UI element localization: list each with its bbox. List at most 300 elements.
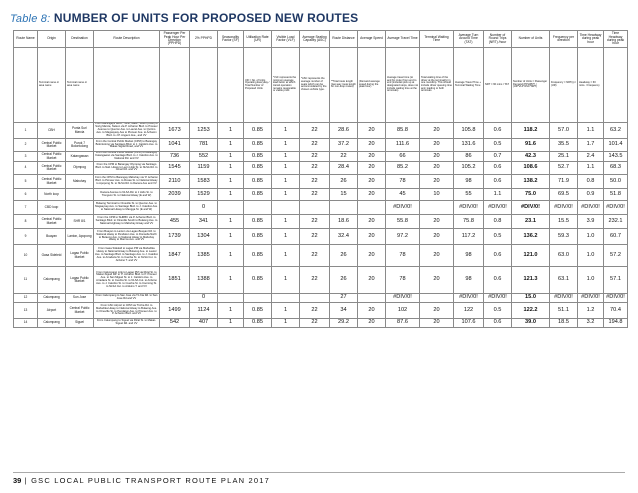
cell-ur: 0.85 (244, 152, 272, 162)
cell-units: #DIV/0! (512, 201, 550, 215)
cell-desc: From the Central Public Market (CPM) to Barangay Bolontolong via Santiago Blvd. to J. Catolico Ave. to Makar-Siguel Road, and VV (94, 139, 160, 152)
cell-asc: 22 (300, 245, 330, 267)
cell-hw2: 194.8 (604, 319, 628, 328)
cell-no: 4 (14, 162, 38, 175)
cell-dest: Lagao Public Market (66, 245, 94, 267)
cell-origin: CBD loop (38, 201, 66, 215)
cell-freq: 51.1 (550, 303, 578, 319)
sub-waiting: Total waiting time of the driver at the terminal(s) in one roundtrip. This should include driver queuing time and, loading or both terminals (420, 48, 454, 123)
cell-pphpd: 2110 (160, 175, 190, 189)
cell-speed: 20 (358, 303, 386, 319)
cell-freq: 25.1 (550, 152, 578, 162)
cell-dest: Lanton, Apopong (66, 229, 94, 245)
cell-hw1: 2.4 (578, 152, 604, 162)
table-row (14, 201, 628, 215)
cell-freq: 63.0 (550, 245, 578, 267)
table-row (14, 229, 628, 245)
cell-ur (244, 294, 272, 303)
cell-ur: 0.85 (244, 162, 272, 175)
cell-hw1: 1.0 (578, 267, 604, 294)
cell-hw1: #DIV/0! (578, 294, 604, 303)
header-cell: Utilization Rate (UR) (244, 31, 272, 48)
sub-vlf: *VLF represents the minimum average load factor at which transit operation remains reasonable or viable profit (272, 48, 300, 123)
cell-sf (218, 294, 244, 303)
table-row (14, 175, 628, 189)
table-row (14, 294, 628, 303)
table-title (10, 11, 358, 25)
cell-sf: 1 (218, 245, 244, 267)
cell-pphpd: 455 (160, 215, 190, 229)
cell-p2: 552 (190, 152, 218, 162)
cell-nrt: 0.6 (484, 123, 512, 139)
cell-speed: 20 (358, 162, 386, 175)
cell-freq: 52.7 (550, 162, 578, 175)
header-cell: Number of Units (512, 31, 550, 48)
cell-vlf: 1 (272, 139, 300, 152)
cell-vlf: 1 (272, 189, 300, 201)
cell-hw1: 1.1 (578, 123, 604, 139)
footer-separator: | (24, 476, 28, 485)
cell-hw1: 3.2 (578, 319, 604, 328)
cell-sf (218, 201, 244, 215)
header-cell: Average Speed (358, 31, 386, 48)
cell-origin: Central Public Market (38, 139, 66, 152)
cell-speed: 20 (358, 267, 386, 294)
cell-ur: 0.85 (244, 175, 272, 189)
cell-desc: From Buayan to Lanton via Lagao-Buayan Rd. to National Hiway to Pendatun Ave. to Donsella North to Bulaong Ave. to National Hiway to Mabuhay Hiway to Marcos Ave. and VV (94, 229, 160, 245)
cell-desc: From the Central Public Market (CPM) to Barangay Katangawan via Santiago Blvd. to J. Catolico Ave. to National Rd. and VV (95, 151, 158, 160)
cell-asc: 22 (300, 303, 330, 319)
sub-units: Number of Units = Passenger Demand (PPHPD*) / (UR*VLF*ASC*NRT) (512, 48, 550, 123)
cell-tat: 98 (454, 175, 484, 189)
cell-travel: 85.8 (386, 123, 420, 139)
table-row (14, 139, 628, 152)
cell-wait: 20 (420, 123, 454, 139)
cell-no: 11 (14, 267, 38, 294)
cell-sf: 1 (218, 215, 244, 229)
cell-desc: Bulaong Terminal to Oineville St. to Quezon Ave. to Magsaysay Ave. to Santiago Blvd. to J. Catolico Ave. to National Hiway to Mangga St. (E and W) (94, 201, 160, 215)
sub-route (14, 48, 38, 123)
cell-units: 121.3 (512, 267, 550, 294)
cell-dist: 28.4 (330, 162, 358, 175)
header-cell: Average Turn Around Time (TAT) (454, 31, 484, 48)
sub-distance: **Total route length (two-way route length for non-loop routes) (330, 48, 358, 123)
table-row (14, 123, 628, 139)
cell-nrt: 0.7 (484, 152, 512, 162)
cell-vlf: 1 (272, 319, 300, 328)
cell-dist: 26 (330, 175, 358, 189)
cell-nrt: 0.6 (484, 319, 512, 328)
cell-pphpd: 542 (160, 319, 190, 328)
cell-dest: Siguel (66, 319, 94, 328)
cell-hw2: 68.3 (604, 162, 628, 175)
cell-dist: 34 (330, 303, 358, 319)
page-footer (13, 476, 270, 485)
header-cell: Visible Load Factor (VLF) (272, 31, 300, 48)
table-body (14, 123, 628, 328)
cell-pphpd: 1739 (160, 229, 190, 245)
cell-wait (420, 201, 454, 215)
cell-wait: 20 (420, 175, 454, 189)
cell-tat: 131.6 (454, 139, 484, 152)
cell-asc: 22 (300, 319, 330, 328)
cell-asc: 22 (300, 152, 330, 162)
cell-speed (358, 201, 386, 215)
cell-nrt: #DIV/0! (484, 294, 512, 303)
sub-sf (218, 48, 244, 123)
cell-origin: CBH (38, 123, 66, 139)
cell-tat: 98 (454, 245, 484, 267)
cell-nrt: 0.5 (484, 139, 512, 152)
cell-dist: 32.4 (330, 229, 358, 245)
cell-vlf: 1 (272, 152, 300, 162)
cell-units: 91.6 (512, 139, 550, 152)
cell-asc: 22 (300, 215, 330, 229)
cell-speed: 20 (358, 319, 386, 328)
cell-units: 23.1 (512, 215, 550, 229)
cell-nrt: 0.5 (484, 303, 512, 319)
cell-hw1: 1.0 (578, 229, 604, 245)
cell-dest: Katangawan (66, 152, 94, 162)
header-cell: Seasonality Factor (SF) (218, 31, 244, 48)
table-row (14, 267, 628, 294)
cell-pphpd: 1545 (160, 162, 190, 175)
cell-origin: Central Public Market (38, 152, 66, 162)
cell-hw1: 0.8 (578, 175, 604, 189)
cell-hw2: #DIV/0! (604, 294, 628, 303)
cell-no: 6 (14, 189, 38, 201)
cell-p2: 1388 (190, 267, 218, 294)
cell-travel: 78 (386, 175, 420, 189)
cell-ur: 0.85 (244, 319, 272, 328)
cell-dist: 15 (330, 189, 358, 201)
cell-hw2: 101.4 (604, 139, 628, 152)
sub-nrt: NRT = 60 mins / TAT (484, 48, 512, 123)
sub-destination: Terminal name or area name (66, 48, 94, 123)
cell-dest: Punta Sur/ Marcia (66, 123, 94, 139)
cell-sf: 1 (218, 152, 244, 162)
cell-travel: 66 (386, 152, 420, 162)
cell-desc: From Calumpang to San Jose via Tri-Kia Rd. to San Jose Rd and VV (94, 294, 160, 303)
cell-desc: From Barangays Bulhi, Tunsi, Wasi-, South (CBD) to Sorig Marcia, Nelson via P. Acharon Blvd. to Pioneer Avenue to Quezon Ave. to Laurel Ave. to Quirino Ave. to Magsaysay Ave to Pioneer Ave. to Acharon Blvd. to J.P. Angeco Ave., and VV (95, 122, 158, 137)
cell-no: 7 (14, 201, 38, 215)
cell-no: 10 (14, 245, 38, 267)
cell-nrt: 0.6 (484, 245, 512, 267)
cell-freq: 18.5 (550, 319, 578, 328)
cell-vlf: 1 (272, 123, 300, 139)
cell-hw2: 57.2 (604, 245, 628, 267)
cell-tat: 122 (454, 303, 484, 319)
cell-asc: 22 (300, 175, 330, 189)
cell-travel: 45 (386, 189, 420, 201)
cell-sf: 1 (218, 162, 244, 175)
cell-wait (420, 294, 454, 303)
header-cell: Terminal Waiting Time (420, 31, 454, 48)
cell-nrt: 0.6 (484, 175, 512, 189)
cell-ur: 0.85 (244, 215, 272, 229)
cell-tat: #DIV/0! (454, 201, 484, 215)
table-row (14, 189, 628, 201)
table-row (14, 215, 628, 229)
cell-travel: 111.6 (386, 139, 420, 152)
cell-hw1: 1.0 (578, 245, 604, 267)
cell-speed: 20 (358, 245, 386, 267)
header-cell: Number of Round Trips (NRT) /hour (484, 31, 512, 48)
cell-origin: Calumpang (38, 294, 66, 303)
cell-hw2: 50.0 (604, 175, 628, 189)
cell-origin: Calumpang (38, 267, 66, 294)
cell-hw1: 1.2 (578, 303, 604, 319)
cell-desc: From Calumpang to Siguel via Rizal St. to Makar-Siguel Rd. and VV (94, 319, 160, 328)
cell-pphpd: 736 (160, 152, 190, 162)
cell-no: 1 (14, 123, 38, 139)
cell-sf: 1 (218, 175, 244, 189)
cell-units: 118.2 (512, 123, 550, 139)
table-heading: NUMBER OF UNITS FOR PROPOSED NEW ROUTES (53, 11, 359, 25)
cell-freq: #DIV/0! (550, 294, 578, 303)
cell-ur: 0.85 (244, 267, 272, 294)
cell-vlf: 1 (272, 245, 300, 267)
cell-p2: 1583 (190, 175, 218, 189)
cell-desc: From GSC Airport to CPM via Tri-Kia Rd. to Maharlika Hiway to National Hiway to Bulaong Ave. to Oineville St. to Pendatun Ave. to Pioneer Ave. to P. Acharon Blvd. and VV (94, 303, 160, 319)
cell-no: 14 (14, 319, 38, 328)
footer-text: GSC LOCAL PUBLIC TRANSPORT ROUTE PLAN 2017 (31, 476, 271, 485)
cell-p2: 341 (190, 215, 218, 229)
sub-tat: Average Travel Time + Terminal Waiting Time (454, 48, 484, 123)
cell-dest: Mabuhay (66, 175, 94, 189)
header-cell: Destination (66, 31, 94, 48)
cell-vlf (272, 201, 300, 215)
cell-no: 2 (14, 139, 38, 152)
cell-desc: From the CPM to Barangay Olympog via Santiago Blvd. to Natl. Hiway to Leon Llido St. to NLSA Rd. to Conel Rd. and VV (94, 162, 160, 175)
cell-sf: 1 (218, 229, 244, 245)
cell-units: 75.0 (512, 189, 550, 201)
cell-tat: 86 (454, 152, 484, 162)
cell-origin: Central Public Market (38, 162, 66, 175)
cell-origin: Central Public Market (38, 175, 66, 189)
cell-dist: 29.2 (330, 319, 358, 328)
cell-hw1: 0.9 (578, 189, 604, 201)
cell-tat: 75.8 (454, 215, 484, 229)
cell-sf: 1 (218, 123, 244, 139)
cell-p2: 781 (190, 139, 218, 152)
sub-2pct (190, 48, 218, 123)
cell-hw1: 1.1 (578, 162, 604, 175)
cell-pphpd: 1851 (160, 267, 190, 294)
cell-asc: 22 (300, 189, 330, 201)
sub-origin: Terminal name or area name (38, 48, 66, 123)
cell-asc: 22 (300, 123, 330, 139)
routes-table (13, 30, 628, 328)
sub-asc: *ASC represents the average number of seats which can be accommodated by the chosen vehicle type. (300, 48, 330, 123)
cell-origin: North loop (38, 189, 66, 201)
cell-vlf: 1 (272, 267, 300, 294)
cell-units: 121.0 (512, 245, 550, 267)
cell-no: 9 (14, 229, 38, 245)
cell-dist: 18.6 (330, 215, 358, 229)
header-cell: Route Distance (330, 31, 358, 48)
cell-dest (66, 201, 94, 215)
cell-hw2: 57.1 (604, 267, 628, 294)
cell-units: 122.2 (512, 303, 550, 319)
cell-dist: 37.2 (330, 139, 358, 152)
cell-nrt: 1.1 (484, 189, 512, 201)
cell-tat: 117.2 (454, 229, 484, 245)
cell-wait: 20 (420, 229, 454, 245)
cell-asc: 22 (300, 267, 330, 294)
header-cell: Average Travel Time (386, 31, 420, 48)
cell-pphpd (160, 201, 190, 215)
cell-desc: From Gasa Sideleid to Lagao PM via Maharlika Hiway to National Hiway to Bulaong Ave. to Laurel Ave. to Santiago Blvd. to Santiago Ave. to J. Catolico Ave. to Arradaza St. to Cuerba St. to NLSA Cut. to Arduino T. and VV (94, 245, 160, 267)
cell-dest (66, 189, 94, 201)
table-row (14, 152, 628, 162)
cell-units: 39.0 (512, 319, 550, 328)
header-cell: Passenger Per Peak Hour Per Direction (PPHPD) (160, 31, 190, 48)
cell-units: 138.2 (512, 175, 550, 189)
cell-p2: 1159 (190, 162, 218, 175)
cell-origin: Airport (38, 303, 66, 319)
header-cell: Time Headway during peak hour (578, 31, 604, 48)
header-cell: Route Description (94, 31, 160, 48)
header-cell: Average Seating Capacity (ASC) (300, 31, 330, 48)
cell-p2: 1529 (190, 189, 218, 201)
cell-no: 5 (14, 175, 38, 189)
cell-vlf: 1 (272, 175, 300, 189)
cell-p2: 1304 (190, 229, 218, 245)
cell-origin: Buayan (38, 229, 66, 245)
header-row (14, 31, 628, 48)
cell-ur: 0.85 (244, 189, 272, 201)
cell-units: 136.2 (512, 229, 550, 245)
cell-dest: Purok 7 Bolontolong (66, 139, 94, 152)
cell-freq: 59.3 (550, 229, 578, 245)
subheader-row (14, 48, 628, 123)
cell-wait: 20 (420, 267, 454, 294)
cell-freq: 57.0 (550, 123, 578, 139)
sub-travel: Average travel time (to and fro route) from end to end (includes pick up at designated stops, does not include waiting time at the terminals) (386, 48, 420, 123)
cell-speed: 20 (358, 229, 386, 245)
cell-nrt: 0.8 (484, 215, 512, 229)
cell-hw2: 60.7 (604, 229, 628, 245)
cell-no: 8 (14, 215, 38, 229)
cell-p2: 407 (190, 319, 218, 328)
cell-speed: 20 (358, 152, 386, 162)
cell-dist: 22 (330, 152, 358, 162)
cell-tat: #DIV/0! (454, 294, 484, 303)
cell-dist: 26 (330, 245, 358, 267)
cell-hw1: #DIV/0! (578, 201, 604, 215)
cell-desc: Dacera Avenue to NLSA Rd. to J Llido St. to Tiongson St. to National Hiway (E and W) (94, 189, 160, 201)
cell-units: 108.6 (512, 162, 550, 175)
cell-no: 3 (14, 152, 38, 162)
cell-hw2: 143.5 (604, 152, 628, 162)
cell-dest: SHR 8/1 (66, 215, 94, 229)
cell-asc: 22 (300, 229, 330, 245)
cell-hw2: 51.8 (604, 189, 628, 201)
header-cell: Time Headway during peak hour (604, 31, 628, 48)
cell-units: 15.0 (512, 294, 550, 303)
cell-dest: Lagao Public Market (66, 267, 94, 294)
cell-freq: #DIV/0! (550, 201, 578, 215)
cell-speed (358, 294, 386, 303)
cell-p2: 1385 (190, 245, 218, 267)
cell-asc (300, 201, 330, 215)
cell-wait: 20 (420, 303, 454, 319)
cell-travel: #DIV/0! (386, 201, 420, 215)
cell-p2: 0 (190, 201, 218, 215)
cell-travel: 102 (386, 303, 420, 319)
cell-pphpd: 1847 (160, 245, 190, 267)
cell-origin: Gasa Sideleid (38, 245, 66, 267)
cell-hw2: 70.4 (604, 303, 628, 319)
cell-speed: 20 (358, 123, 386, 139)
cell-travel: 78 (386, 245, 420, 267)
cell-wait: 20 (420, 162, 454, 175)
header-cell: Origin (38, 31, 66, 48)
cell-travel: 55.8 (386, 215, 420, 229)
cell-travel: 85.2 (386, 162, 420, 175)
cell-hw1: 3.9 (578, 215, 604, 229)
cell-sf: 1 (218, 319, 244, 328)
cell-dest: Central Public Market (66, 303, 94, 319)
cell-asc: 22 (300, 139, 330, 152)
cell-tat: 105.8 (454, 123, 484, 139)
cell-dist: 27 (330, 294, 358, 303)
cell-freq: 35.5 (550, 139, 578, 152)
cell-p2: 1253 (190, 123, 218, 139)
sub-desc (94, 48, 160, 123)
cell-tat: 98 (454, 267, 484, 294)
cell-speed: 20 (358, 215, 386, 229)
table-row (14, 303, 628, 319)
cell-dist: 26 (330, 267, 358, 294)
cell-origin: Central Public Market (38, 215, 66, 229)
cell-ur (244, 201, 272, 215)
footer-divider (13, 472, 625, 473)
cell-freq: 63.1 (550, 267, 578, 294)
sub-headway: Headway = 60 mins. / Frequency (578, 48, 604, 123)
cell-vlf: 1 (272, 303, 300, 319)
cell-no: 12 (14, 294, 38, 303)
cell-vlf: 1 (272, 229, 300, 245)
sub-freq: Frequency = NRT(s) / (UR) (550, 48, 578, 123)
cell-freq: 71.9 (550, 175, 578, 189)
cell-ur: 0.85 (244, 139, 272, 152)
cell-dest: Sun Jose (66, 294, 94, 303)
cell-dist (330, 201, 358, 215)
sub-speed: (Demand average speed during the peak hour) (358, 48, 386, 123)
cell-hw2: #DIV/0! (604, 201, 628, 215)
cell-vlf (272, 294, 300, 303)
cell-wait: 20 (420, 215, 454, 229)
cell-hw1: 1.7 (578, 139, 604, 152)
cell-desc: From the CPM to Barangay Mabuhay via 'P. Acharon Blvd. to Pioneer Ave. to Roxas St. to National Hiway to Apopong St. to NLSA Rd. to Dacera Ave and VV (94, 175, 160, 189)
cell-nrt: #DIV/0! (484, 201, 512, 215)
cell-travel: #DIV/0! (386, 294, 420, 303)
cell-tat: 105.2 (454, 162, 484, 175)
cell-wait: 20 (420, 152, 454, 162)
table-row (14, 162, 628, 175)
cell-asc (300, 294, 330, 303)
cell-sf: 1 (218, 303, 244, 319)
cell-p2: 1124 (190, 303, 218, 319)
cell-freq: 15.5 (550, 215, 578, 229)
cell-travel: 78 (386, 267, 420, 294)
cell-desc: From Calumpang Link to Lagao PM via Rizal St. to Makar-Siguel Rd. to 'P. Acharon Blvd. to P. Pioneer Ave. to San Miguel St. to J. Catolico Ave. to Arradaza St. to Cuerba St. to NLSA Cut. to Arduino Ave. to J. Catolico St. to Cuerba St. to Cooming St. to NLSA Cut. to Arduino T. and VV (94, 267, 160, 294)
cell-p2: 0 (190, 294, 218, 303)
cell-wait: 20 (420, 319, 454, 328)
header-cell: Frequency per direction (550, 31, 578, 48)
